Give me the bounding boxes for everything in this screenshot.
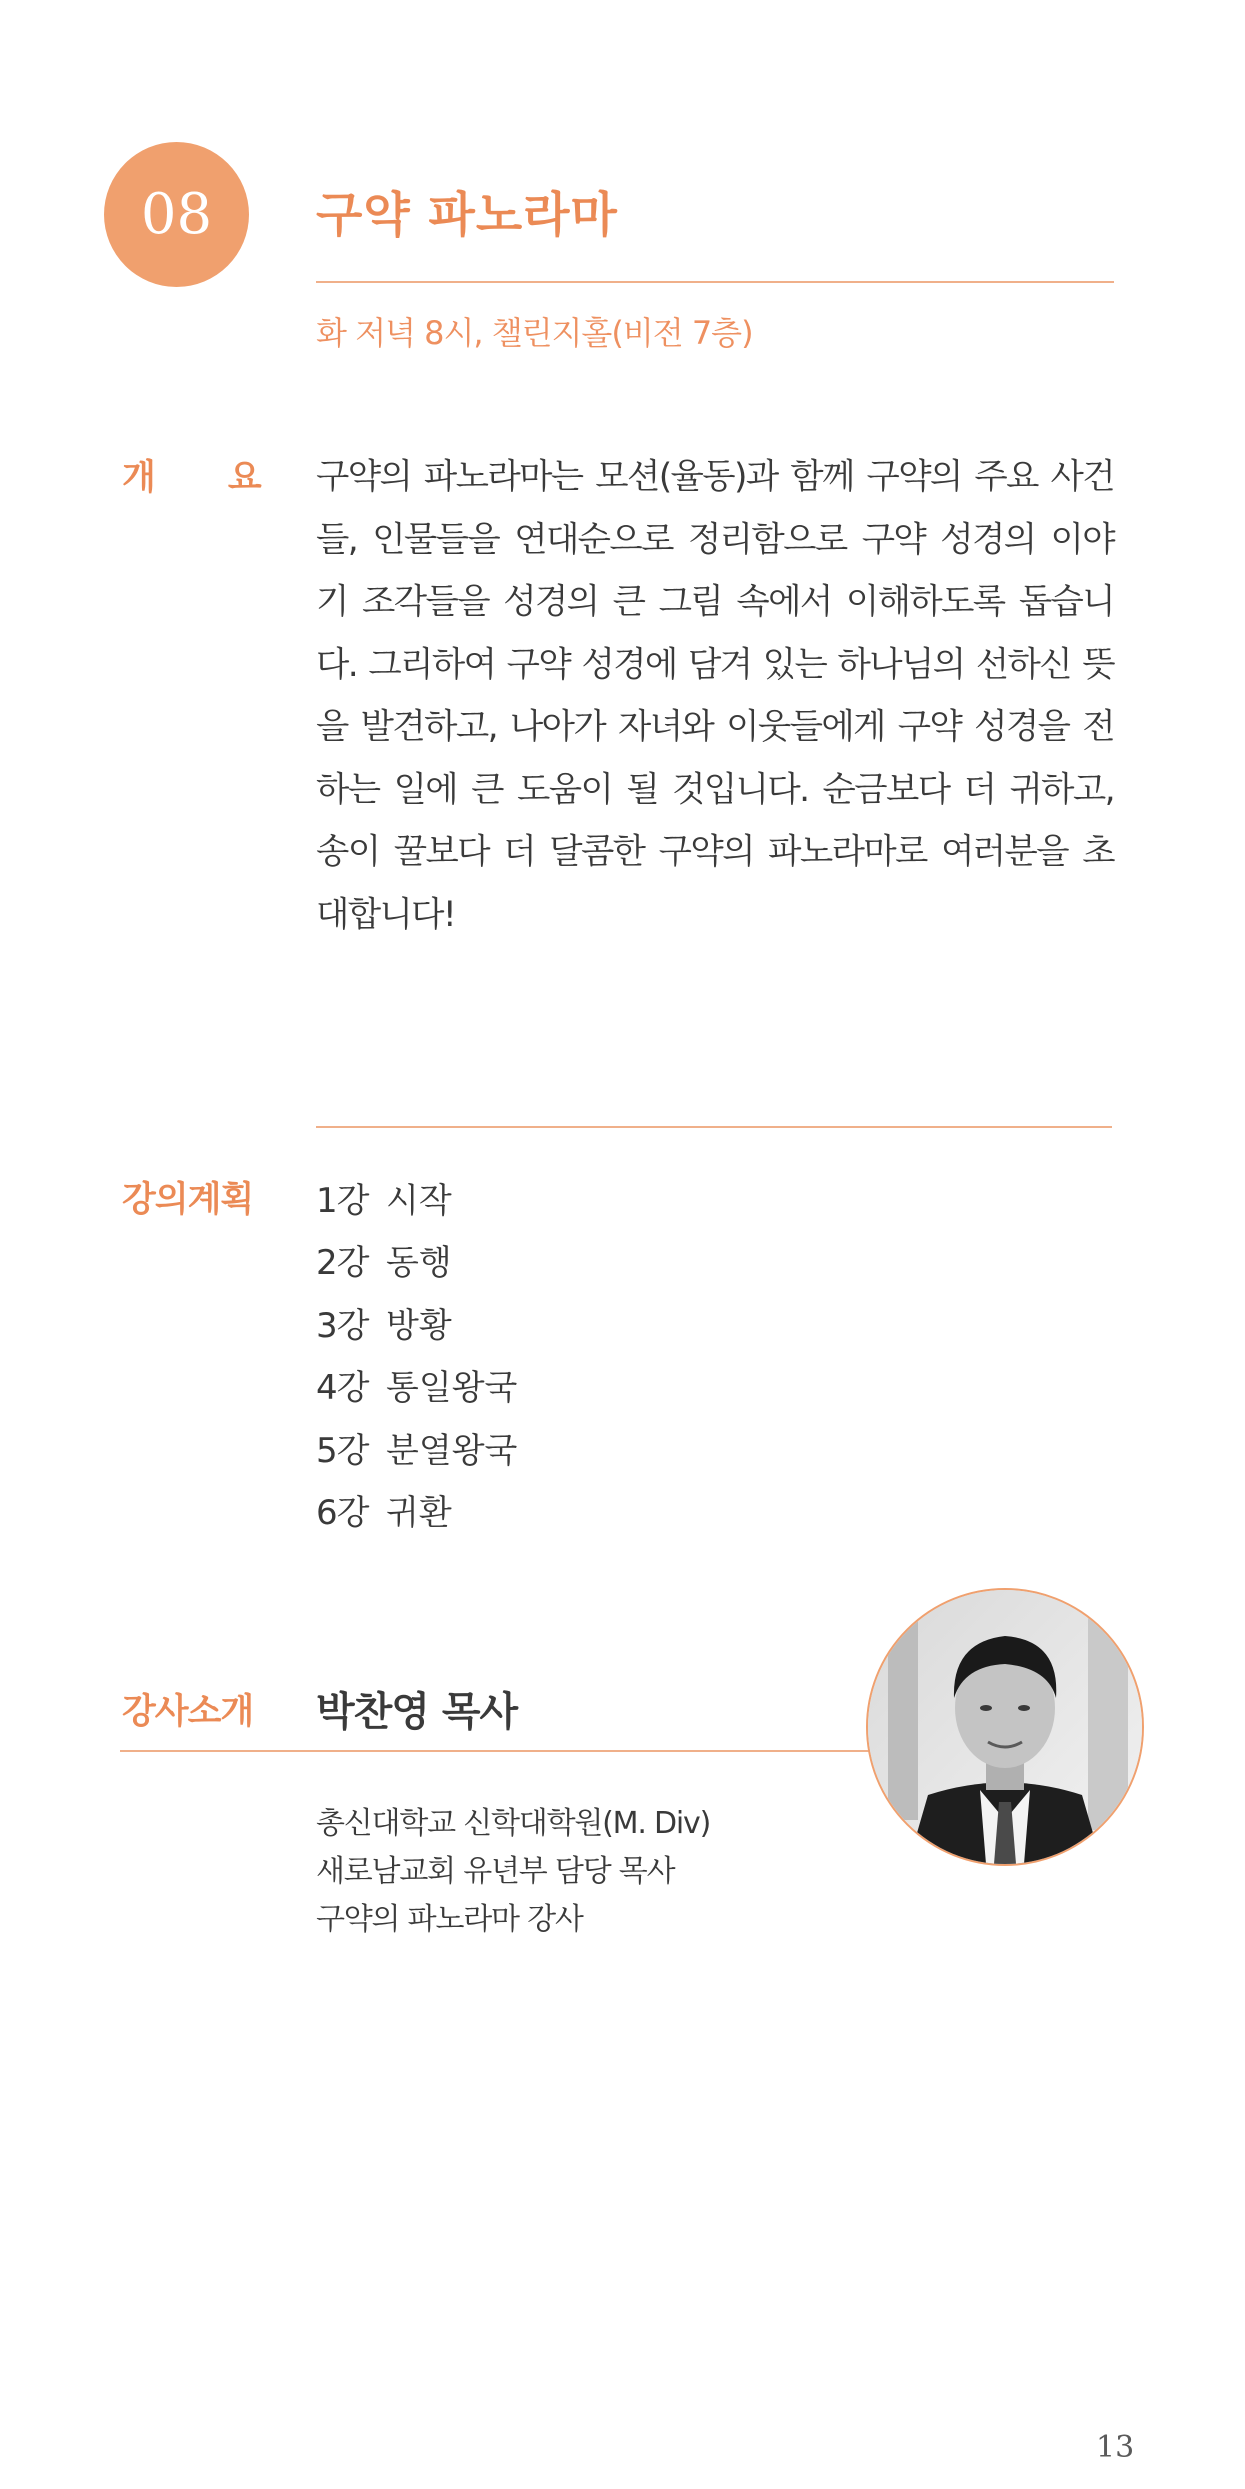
instructor-name: 박찬영 목사 [316,1689,518,1735]
lecture-item [316,1229,517,1292]
lecture-number: 3강 [316,1305,369,1346]
lecture-title: 귀환 [386,1493,452,1534]
plan-divider [316,1126,1112,1128]
instructor-photo [866,1588,1144,1866]
lecture-title: 방황 [386,1305,452,1346]
course-number-badge [104,142,249,287]
lecture-title: 시작 [386,1180,452,1221]
course-number: 08 [140,182,213,247]
lecture-title: 동행 [386,1243,452,1284]
course-title: 구약 파노라마 [316,187,618,243]
lecture-item [316,1479,517,1542]
instructor-credentials [316,1800,710,1944]
lecture-number: 2강 [316,1243,369,1284]
page-number: 13 [1096,2430,1135,2465]
lecture-list [316,1166,517,1541]
title-divider [316,281,1114,283]
credential-item: 구약의 파노라마 강사 [316,1902,583,1937]
plan-label: 강의계획 [122,1180,254,1220]
lecture-number: 5강 [316,1430,369,1471]
instructor-divider [120,1750,870,1752]
lecture-item [316,1166,517,1229]
course-schedule: 화 저녁 8시, 챌린지홀(비전 7층) [316,314,753,352]
overview-label-char-2: 요 [227,458,262,498]
lecture-item [316,1416,517,1479]
credential-item: 새로남교회 유년부 담당 목사 [316,1854,675,1889]
lecture-number: 4강 [316,1368,369,1409]
credential-item: 총신대학교 신학대학원(M. Div) [316,1806,711,1841]
lecture-number: 1강 [316,1180,369,1221]
overview-label [122,450,262,500]
lecture-title: 통일왕국 [386,1368,518,1409]
overview-text: 구약의 파노라마는 모션(율동)과 함께 구약의 주요 사건들, 인물들을 연대순으로 정리함으로 구약 성경의 이야기 조각들을 성경의 큰 그림 속에서 이해하도록 돕습니다. 그리하여 구약 성경에 담겨 있는 하나님의 선하신 뜻을 발견하고, 나아가 자녀와 이웃들에게 구약 성경을 전하는 일에 큰 도움이 될 것입니다. 순금보다 더 귀하고, 송이 꿀보다 더 달콤한 구약의 파노라마로 여러분을 초대합니다! [316,457,1114,935]
instructor-label: 강사소개 [122,1692,254,1732]
lecture-item [316,1291,517,1354]
overview-label-char-1: 개 [122,458,156,498]
instructor-portrait-image [868,1590,1142,1864]
lecture-item [316,1354,517,1417]
lecture-title: 분열왕국 [386,1430,518,1471]
lecture-number: 6강 [316,1493,369,1534]
